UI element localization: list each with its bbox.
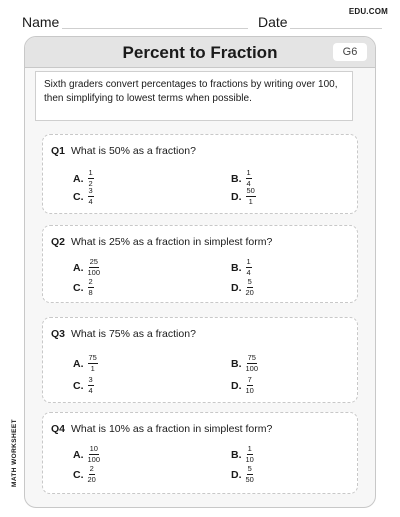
question-text: What is 25% as a fraction in simplest form?: [71, 236, 273, 248]
option-c[interactable]: [73, 465, 96, 484]
denominator: 20: [87, 475, 96, 484]
numerator: 5: [247, 277, 252, 286]
numerator: 5: [247, 464, 252, 473]
numerator: 1: [247, 444, 252, 453]
option-letter: D.: [231, 468, 242, 481]
brand-logo: EDU.COM: [348, 7, 388, 16]
option-letter: B.: [231, 448, 242, 461]
option-letter: C.: [73, 468, 84, 481]
question-text: What is 50% as a fraction?: [71, 145, 196, 157]
denominator: 4: [246, 268, 251, 277]
numerator: 2: [88, 277, 93, 286]
numerator: 1: [246, 257, 251, 266]
option-letter: B.: [231, 261, 242, 274]
denominator: 4: [88, 386, 93, 395]
option-a[interactable]: [73, 354, 98, 373]
option-a[interactable]: [73, 258, 100, 277]
fraction: [88, 376, 94, 395]
question-title: [51, 236, 272, 248]
option-letter: A.: [73, 261, 84, 274]
option-letter: A.: [73, 448, 84, 461]
fraction: [88, 187, 94, 206]
numerator: 75: [247, 353, 256, 362]
side-label: MATH WORKSHEET: [11, 419, 18, 487]
option-c[interactable]: [73, 376, 94, 395]
numerator: 50: [246, 186, 255, 195]
name-label: Name: [22, 14, 60, 30]
denominator: 100: [87, 268, 101, 277]
fraction: [88, 354, 98, 373]
numerator: 7: [247, 375, 252, 384]
denominator: 2: [88, 179, 93, 188]
option-a[interactable]: [73, 445, 100, 464]
fraction: [246, 258, 252, 277]
fraction: [88, 278, 94, 297]
numerator: 3: [88, 186, 93, 195]
option-letter: D.: [231, 379, 242, 392]
fraction: [246, 465, 254, 484]
question-number: Q3: [51, 328, 66, 340]
option-letter: C.: [73, 281, 84, 294]
numerator: 10: [89, 444, 98, 453]
option-d[interactable]: [231, 465, 254, 484]
question-text: What is 75% as a fraction?: [71, 328, 196, 340]
denominator: 50: [245, 475, 254, 484]
option-letter: B.: [231, 172, 242, 185]
option-letter: C.: [73, 190, 84, 203]
option-d[interactable]: [231, 187, 256, 206]
option-letter: A.: [73, 172, 84, 185]
fraction: [246, 376, 254, 395]
denominator: 10: [245, 386, 254, 395]
question-number: Q4: [51, 423, 66, 435]
numerator: 1: [88, 168, 93, 177]
question-number: Q1: [51, 145, 66, 157]
worksheet-card: [24, 36, 376, 508]
name-line[interactable]: [62, 28, 248, 29]
numerator: 2: [89, 464, 94, 473]
question-title: [51, 328, 196, 340]
grade-badge: G6: [333, 43, 367, 61]
option-letter: B.: [231, 357, 242, 370]
fraction: [246, 278, 254, 297]
fraction: [246, 187, 256, 206]
option-letter: C.: [73, 379, 84, 392]
question-text: What is 10% as a fraction in simplest form?: [71, 423, 273, 435]
fraction: [88, 445, 101, 464]
denominator: 4: [88, 197, 93, 206]
question-title: [51, 145, 196, 157]
option-c[interactable]: [73, 278, 94, 297]
fraction: [88, 258, 101, 277]
denominator: 1: [90, 364, 95, 373]
numerator: 1: [246, 168, 251, 177]
fraction: [246, 354, 259, 373]
question-card: [42, 134, 358, 214]
question-number: Q2: [51, 236, 66, 248]
denominator: 4: [246, 179, 251, 188]
fraction: [88, 465, 96, 484]
denominator: 100: [245, 364, 259, 373]
intro-box: Sixth graders convert percentages to fractions by writing over 100, then simplifying to lowest terms when possible.: [35, 71, 353, 121]
denominator: 100: [87, 455, 101, 464]
option-b[interactable]: [231, 258, 252, 277]
question-card: [42, 412, 358, 494]
worksheet-title: Percent to Fraction: [122, 43, 278, 62]
page-header: [0, 0, 400, 40]
question-card: [42, 317, 358, 403]
date-label: Date: [258, 14, 288, 30]
numerator: 75: [88, 353, 97, 362]
fraction: [246, 445, 254, 464]
option-d[interactable]: [231, 278, 254, 297]
option-b[interactable]: [231, 354, 258, 373]
question-card: [42, 225, 358, 303]
denominator: 1: [248, 197, 253, 206]
option-letter: A.: [73, 357, 84, 370]
option-b[interactable]: [231, 445, 254, 464]
option-d[interactable]: [231, 376, 254, 395]
numerator: 3: [88, 375, 93, 384]
numerator: 25: [89, 257, 98, 266]
denominator: 8: [88, 288, 93, 297]
option-letter: D.: [231, 281, 242, 294]
denominator: 10: [245, 455, 254, 464]
date-line[interactable]: [290, 28, 382, 29]
option-letter: D.: [231, 190, 242, 203]
question-title: [51, 423, 272, 435]
denominator: 20: [245, 288, 254, 297]
title-bar: [25, 37, 375, 68]
option-c[interactable]: [73, 187, 94, 206]
